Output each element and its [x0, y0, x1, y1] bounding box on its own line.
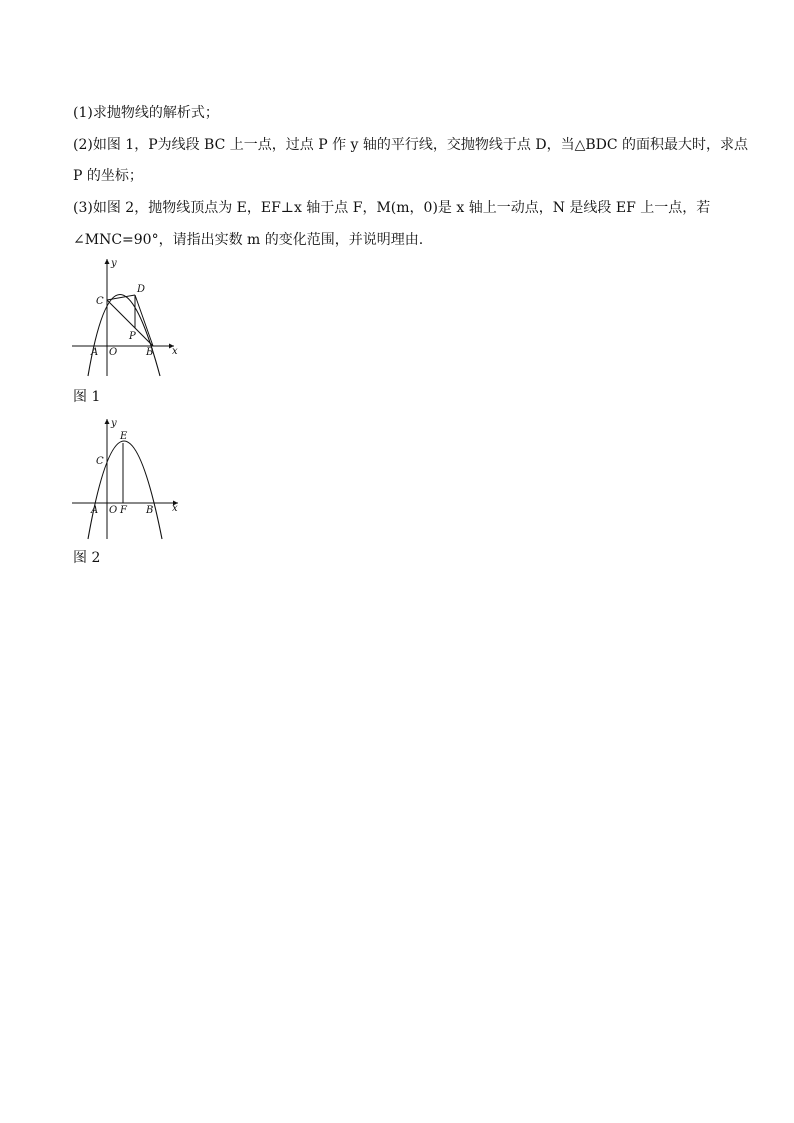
question-1: (1)求抛物线的解析式；	[73, 105, 219, 121]
label-o: O	[109, 505, 118, 516]
label-b: B	[146, 505, 154, 516]
segment-cd	[107, 295, 135, 300]
y-axis-arrow	[105, 259, 110, 264]
label-o: O	[109, 347, 118, 358]
segment-db	[135, 295, 153, 346]
label-c: C	[96, 296, 104, 307]
figure-1	[66, 253, 186, 381]
question-3-line-1: (3)如图 2，抛物线顶点为 E，EF⊥x 轴于点 F，M(m，0)是 x 轴上一动点，N 是线段 EF 上一点，若	[73, 200, 711, 216]
y-axis-arrow	[105, 419, 110, 424]
figure-2	[66, 413, 186, 543]
label-y: y	[111, 258, 117, 269]
label-a: A	[91, 347, 99, 358]
label-e: E	[120, 431, 128, 442]
label-f: F	[120, 505, 127, 516]
label-b: B	[146, 347, 154, 358]
question-2-line-1: (2)如图 1，P为线段 BC 上一点，过点 P 作 y 轴的平行线，交抛物线于点 D，当△BDC 的面积最大时，求点	[73, 137, 749, 153]
label-d: D	[137, 284, 146, 295]
label-p: P	[129, 331, 136, 342]
label-a: A	[91, 505, 99, 516]
question-2-line-2: P 的坐标；	[73, 168, 143, 184]
label-x: x	[172, 346, 178, 357]
figure-1-caption: 图 1	[73, 389, 101, 405]
label-c: C	[96, 456, 104, 467]
label-x: x	[172, 503, 178, 514]
label-y: y	[111, 418, 117, 429]
question-3-line-2: ∠MNC=90°，请指出实数 m 的变化范围，并说明理由.	[73, 232, 424, 248]
figure-2-caption: 图 2	[73, 550, 101, 566]
